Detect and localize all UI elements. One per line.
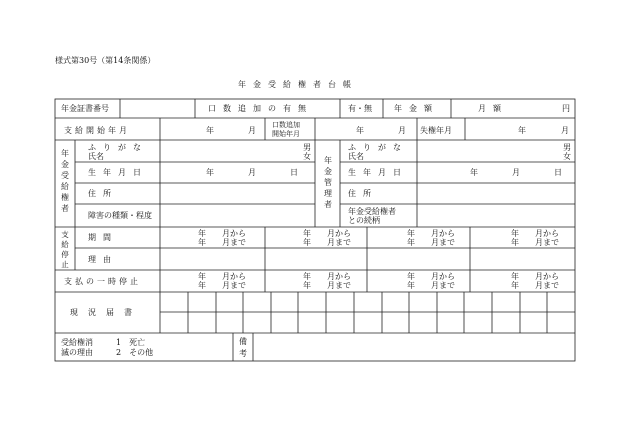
lump-1-from: 年 月から <box>198 272 246 281</box>
suspension-period-label: 期間 <box>88 233 118 242</box>
lost-right-label: 失権年月 <box>420 126 452 135</box>
status-report-label: 現況届書 <box>70 308 142 317</box>
additional-units-label: 口数追加の有無 <box>208 104 313 113</box>
manager-address-label: 住所 <box>348 189 378 198</box>
yes-no-option[interactable]: 有・無 <box>348 104 372 113</box>
manager-male[interactable]: 男 <box>563 143 571 152</box>
pensioner-furigana-label: ふりがな <box>88 143 148 152</box>
lost-year-unit: 年 <box>518 126 526 135</box>
yen-unit: 円 <box>562 104 570 113</box>
lump-4-until: 年 月まで <box>511 281 559 290</box>
added-year-unit: 年 <box>356 126 364 135</box>
remarks-label: 備考 <box>239 337 247 358</box>
pensioner-birth-year: 年 <box>206 168 214 177</box>
pensioner-birth-day: 日 <box>290 168 298 177</box>
pension-amount-label: 年金額 <box>394 104 439 113</box>
termination-reason-label-2: 滅の理由 <box>61 348 93 357</box>
manager-birth-year: 年 <box>470 168 478 177</box>
manager-birth-label: 生年月日 <box>348 168 408 177</box>
pensioner-address-label: 住所 <box>88 189 118 198</box>
period-1-from: 年 月から <box>198 229 246 238</box>
relation-label-2: との続柄 <box>348 216 380 225</box>
form-number: 様式第30号（第14条関係） <box>55 56 156 65</box>
manager-female[interactable]: 女 <box>563 152 571 161</box>
start-date-label: 支給開始年月 <box>64 126 130 135</box>
lump-3-from: 年 月から <box>407 272 455 281</box>
period-4-from: 年 月から <box>511 229 559 238</box>
period-2-from: 年 月から <box>303 229 351 238</box>
start-year-unit: 年 <box>206 126 214 135</box>
termination-option-other[interactable]: 2 その他 <box>116 348 154 357</box>
pensioner-male[interactable]: 男 <box>303 143 311 152</box>
suspension-section-label: 支給停止 <box>61 230 69 269</box>
disability-label: 障害の種類・程度 <box>88 211 152 220</box>
period-3-from: 年 月から <box>407 229 455 238</box>
added-start-label-1: 口数追加 <box>272 121 300 129</box>
cert-number-field[interactable] <box>121 100 194 117</box>
temporary-suspension-label: 支払の一時停止 <box>64 277 141 286</box>
pensioner-female[interactable]: 女 <box>303 152 311 161</box>
manager-birth-month: 月 <box>512 168 520 177</box>
period-2-until: 年 月まで <box>303 238 351 247</box>
start-month-unit: 月 <box>248 126 256 135</box>
lump-4-from: 年 月から <box>511 272 559 281</box>
lump-2-until: 年 月まで <box>303 281 351 290</box>
lost-month-unit: 月 <box>561 126 569 135</box>
cert-number-label: 年金証書番号 <box>61 104 109 113</box>
monthly-amount-label: 月額 <box>478 104 508 113</box>
manager-birth-day: 日 <box>554 168 562 177</box>
pensioner-section-label: 年金受給権者 <box>61 149 69 213</box>
period-3-until: 年 月まで <box>407 238 455 247</box>
period-4-until: 年 月まで <box>511 238 559 247</box>
termination-reason-label-1: 受給権消 <box>61 338 93 347</box>
pensioner-birth-label: 生年月日 <box>88 168 148 177</box>
pensioner-birth-month: 月 <box>248 168 256 177</box>
added-month-unit: 月 <box>398 126 406 135</box>
termination-option-death[interactable]: 1 死亡 <box>116 338 146 347</box>
manager-furigana-label: ふりがな <box>348 143 408 152</box>
manager-section-label: 年金管理者 <box>324 156 332 209</box>
lump-1-until: 年 月まで <box>198 281 246 290</box>
added-start-label-2: 開始年月 <box>272 130 300 138</box>
suspension-reason-label: 理由 <box>88 255 118 264</box>
lump-2-from: 年 月から <box>303 272 351 281</box>
relation-label-1: 年金受給権者 <box>348 207 396 216</box>
lump-3-until: 年 月まで <box>407 281 455 290</box>
manager-name-label: 氏名 <box>348 152 364 161</box>
pensioner-name-label: 氏名 <box>88 152 104 161</box>
period-1-until: 年 月まで <box>198 238 246 247</box>
page-title: 年金受給権者台帳 <box>238 80 358 89</box>
